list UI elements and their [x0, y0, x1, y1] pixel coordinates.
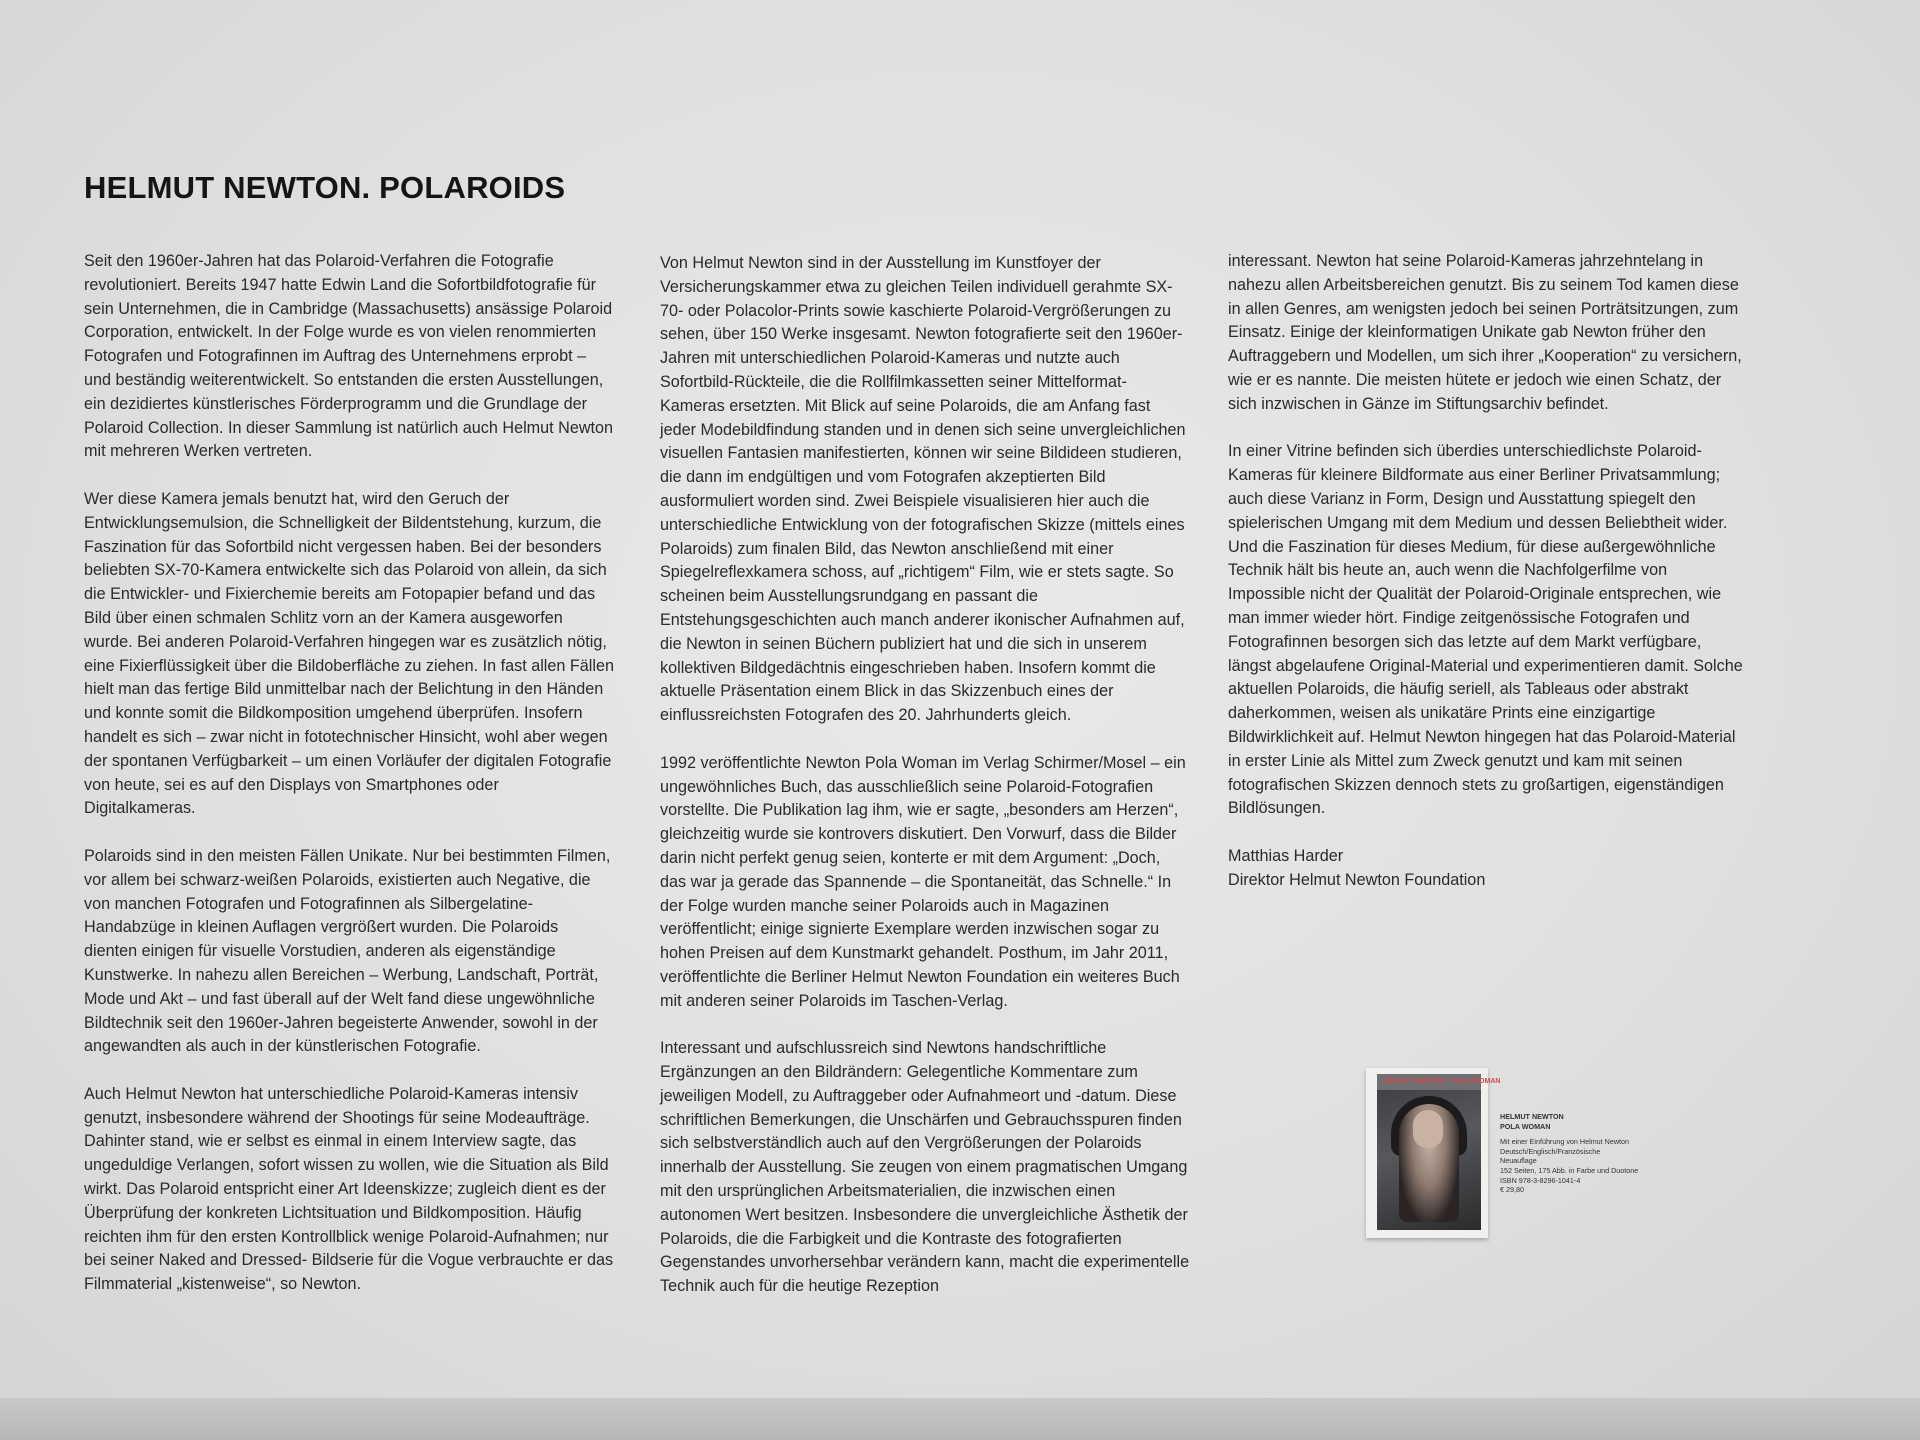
exhibition-title: HELMUT NEWTON. POLAROIDS [84, 170, 566, 205]
book-author: HELMUT NEWTON [1500, 1112, 1564, 1121]
signature [1228, 845, 1748, 893]
paragraph: Seit den 1960er-Jahren hat das Polaroid-Verfahren die Fotografie revolutioniert. Bereits 1947 hatte Edwin Land die Sofortbildfotografie für sein Unternehmen, die in Cambridge (Massachusetts) ansässige Polaroid Corporation, entwickelt. In der Folge wurde es von vielen renommierten Fotografen und Fotografinnen im Auftrag des Unternehmens erprobt – und beständig weiterentwickelt. So entstanden die ersten Ausstellungen, ein dezidiertes künstlerisches Förderprogramm und die Grundlage der Polaroid Collection. In dieser Sammlung ist natürlich auch Helmut Newton mit mehreren Werken vertreten. [84, 252, 614, 461]
paragraph: In einer Vitrine befinden sich überdies unterschiedlichste Polaroid-Kameras für kleinere Bildformate aus einer Berliner Privatsammlung; auch diese Varianz in Form, Design und Ausstattung spiegelt den spielerischen Umgang mit dem Medium und dessen Beliebtheit wider. Und die Faszination für dieses Medium, für diese außergewöhnliche Technik hält bis heute an, auch wenn die Nachfolgerfilme von Impossible nicht der Qualität der Polaroid-Originale entsprechen, wie man immer wieder hört. Findige zeitgenössische Fotografen und Fotografinnen besorgen sich das letzte auf dem Markt verfügbare, längst abgelaufene Original-Material und experimentieren damit. Solche aktuellen Polaroids, die häufig seriell, als Tableaus oder abstrakt daherkommen, weisen als unikatäre Prints eine einzigartige Bildwirklichkeit auf. Helmut Newton hingegen hat das Polaroid-Material in erster Linie als Mittel zum Zweck genutzt und kam mit seinen fotografischen Skizzen dennoch stets zu großartigen, eigenständigen Bildlösungen. [1228, 442, 1743, 818]
book-price: € 29,80 [1500, 1185, 1524, 1195]
book-title: POLA WOMAN [1500, 1121, 1551, 1131]
book-cover-title: HELMUT NEWTON · POLA WOMAN [1377, 1074, 1481, 1090]
book-detail: Neuauflage [1500, 1156, 1537, 1166]
book-info [1500, 1112, 1680, 1195]
book-detail: ISBN 978-3-8296-1041-4 [1500, 1175, 1581, 1185]
paragraph: Von Helmut Newton sind in der Ausstellung im Kunstfoyer der Versicherungskammer etwa zu gleichen Teilen individuell gerahmte SX-70- oder Polacolor-Prints sowie kaschierte Polaroid-Vergrößerungen zu sehen, über 150 Werke insgesamt. Newton fotografierte seit den 1960er-Jahren mit unterschiedlichen Polaroid-Kameras und nutzte auch Sofortbild-Rückteile, die die Rollfilmkassetten seiner Mittelformat-Kameras ersetzten. Mit Blick auf seine Polaroids, die am Anfang fast jeder Modebildfindung standen und in denen sich seine unvergleichlichen visuellen Fantasien manifestierten, können wir seine Bildideen studieren, die dann im endgültigen und vom Fotografen akzeptierten Bild ausformuliert worden sind. Zwei Beispiele visualisieren hier auch die unterschiedliche Entwicklung von der fotografischen Skizze (mittels eines Polaroids) zum finalen Bild, das Newton anschließend mit einer Spiegelreflexkamera schoss, auf „richtigem“ Film, wie er stets sagte. So scheinen beim Ausstellungsrundgang en passant die Entstehungsgeschichten auch manch anderer ikonischer Aufnahmen auf, die Newton in seinen Büchern publiziert hat und die sich in unserem kollektiven Bildgedächtnis eingeschrieben haben. Insofern kommt die aktuelle Präsentation einem Blick in das Skizzenbuch eines der einflussreichsten Fotografen des 20. Jahrhunderts gleich. [660, 254, 1186, 725]
text-column-3 [1228, 250, 1748, 916]
floor [0, 1398, 1920, 1440]
paragraph: Polaroids sind in den meisten Fällen Unikate. Nur bei bestimmten Filmen, vor allem bei schwarz-weißen Polaroids, existierten auch Negative, die von manchen Fotografen und Fotografinnen als Silbergelatine-Handabzüge in kleinen Auflagen vergrößert wurden. Die Polaroids dienten einigen für visuelle Vorstudien, anderen als eigenständige Kunstwerke. In nahezu allen Bereichen – Werbung, Landschaft, Porträt, Mode und Akt – und fast überall auf der Welt fand diese ungewöhnliche Bildtechnik seit den 1960er-Jahren begeisterte Anwender, sowohl in der angewandten als auch in der künstlerischen Fotografie. [84, 846, 611, 1056]
paragraph: Wer diese Kamera jemals benutzt hat, wird den Geruch der Entwicklungsemulsion, die Schnelligkeit der Bildentstehung, kurzum, die Faszination für das Sofortbild nicht vergessen haben. Bei der besonders beliebten SX-70-Kamera entwickelte sich das Polaroid von allein, da sich die Entwickler- und Fixierchemie bereits am Fotopapier befand und das Bild über einen schmalen Schlitz vorn an der Kamera ausgeworfen wurde. Bei anderen Polaroid-Verfahren hingegen war es zusätzlich nötig, eine Fixierflüssigkeit über die Bildoberfläche zu ziehen. In fast allen Fällen hielt man das fertige Bild unmittelbar nach der Belichtung in den Händen und konnte somit die Bildkomposition umgehend überprüfen. Insofern handelt es sich – zwar nicht in fototechnischer Hinsicht, wohl aber wegen der spontanen Verfügbarkeit – um einen Vorläufer der digitalen Fotografie von heute, sei es auf den Displays von Smartphones oder Digitalkameras. [84, 489, 614, 818]
text-column-2 [660, 252, 1190, 1323]
paragraph: Interessant und aufschlussreich sind Newtons handschriftliche Ergänzungen an den Bildrändern: Gelegentliche Kommentare zum jeweiligen Modell, zu Auftraggeber oder Aufnahmeort und -datum. Diese schriftlichen Bemerkungen, die Unschärfen und Gebrauchsspuren finden sich selbstverständlich auch auf den Vergrößerungen der Polaroids innerhalb der Ausstellung. Sie zeugen von einem pragmatischen Umgang mit den ursprünglichen Arbeitsmaterialien, die inzwischen einen autonomen Wert besitzen. Insbesondere die unvergleichliche Ästhetik der Polaroids, die die Farbigkeit und die Kontraste des fotografierten Gegenstandes unvorhersehbar verändern kann, macht die experimentelle Technik auch für die heutige Rezeption [660, 1039, 1190, 1296]
book-cover [1377, 1074, 1501, 1230]
book-detail: Deutsch/Englisch/Französische [1500, 1146, 1601, 1156]
author-role: Direktor Helmut Newton Foundation [1228, 870, 1486, 889]
portrait-face [1413, 1110, 1443, 1148]
book-detail: 152 Seiten, 175 Abb. in Farbe und Duotone [1500, 1165, 1639, 1175]
book-detail: Mit einer Einführung von Helmut Newton [1500, 1137, 1630, 1147]
paragraph: 1992 veröffentlichte Newton Pola Woman im Verlag Schirmer/Mosel – ein ungewöhnliches Buch, das ausschließlich seine Polaroid-Fotografien vorstellte. Die Publikation lag ihm, wie er sagte, „besonders am Herzen“, gleichzeitig wurde sie kontrovers diskutiert. Den Vorwurf, dass die Bilder darin nicht perfekt genug seien, konterte er mit dem Argument: „Doch, das war ja gerade das Spannende – die Spontaneität, das Schnelle.“ In der Folge wurden manche seiner Polaroids auch in Magazinen veröffentlicht; einige signierte Exemplare werden inzwischen sogar zu hohen Preisen auf dem Kunstmarkt gehandelt. Posthum, im Jahr 2011, veröffentlichte die Berliner Helmut Newton Foundation ein weiteres Buch mit anderen seiner Polaroids im Taschen-Verlag. [660, 753, 1186, 1010]
paragraph: interessant. Newton hat seine Polaroid-Kameras jahrzehntelang in nahezu allen Arbeitsbereichen genutzt. Bis zu seinem Tod kamen diese in allen Genres, am wenigsten jedoch bei seinen Porträtsitzungen, zum Einsatz. Einige der kleinformatigen Unikate gab Newton früher den Auftraggebern und Modellen, um sich ihrer „Kooperation“ zu versichern, wie er es nannte. Die meisten hütete er jedoch wie einen Schatz, der sich inzwischen in Gänze im Stiftungsarchiv befindet. [1228, 252, 1742, 413]
text-column-1 [84, 250, 614, 1321]
paragraph: Auch Helmut Newton hat unterschiedliche Polaroid-Kameras intensiv genutzt, insbesondere während der Shootings für seine Modeaufträge. Dahinter stand, wie er selbst es einmal in einem Interview sagte, das ungeduldige Verlangen, sofort wissen zu wollen, wie die Situation als Bild wirkt. Das Polaroid entspricht einer Art Ideenskizze; zugleich dient es der Überprüfung der konkreten Lichtsituation und Bildkomposition. Häufig reichten ihm für den ersten Kontrollblick wenige Polaroid-Aufnahmen; nur bei seiner Naked and Dressed- Bildserie für die Vogue verbrauchte er das Filmmaterial „kistenweise“, so Newton. [84, 1084, 614, 1294]
author-name: Matthias Harder [1228, 846, 1344, 865]
